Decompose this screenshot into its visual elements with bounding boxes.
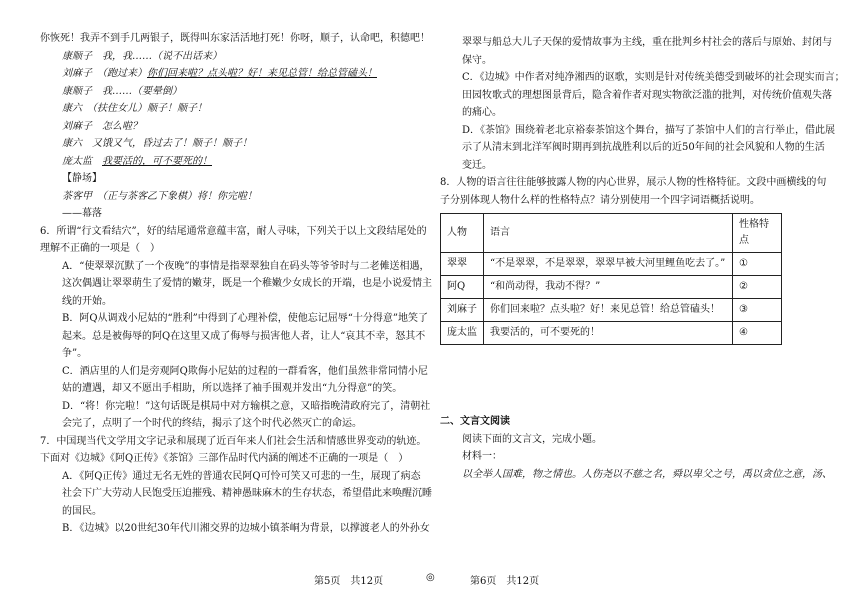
header-speech: 语言	[484, 214, 733, 253]
table-row	[441, 322, 782, 345]
option-d: 示了从清末到北洋军阀时期再到抗战胜利以后的近50年间的社会风貌和人物的生活	[462, 142, 825, 153]
cell-trait: ③	[733, 299, 782, 322]
text-line: 你恢死！我弄不到手几两银子，既得叫东家活活地打死！你呀，顺子，认命吧，积德吧！	[40, 33, 430, 44]
option-a: 社会下广大劳动人民饱受压迫摧残、精神愚昧麻木的生存状态，希望借此来唤醒沉睡	[62, 488, 432, 499]
option-a: A．“使翠翠沉默了一个夜晚”的事情是指翠翠独自在码头等爷爷时与二老傩送相遇，	[62, 260, 430, 272]
cell-trait: ②	[733, 276, 782, 299]
option-d: 会完了，点明了一个时代的终结，揭示了这个时代必然灭亡的命运。	[62, 418, 362, 429]
cell-speech: “和尚动得，我动不得？”	[484, 276, 733, 299]
underlined-speech: 我要活的，可不要死的！	[102, 155, 212, 167]
liu-line	[40, 65, 420, 83]
question-7-stem: 下面对《边城》《阿Q正传》《茶馆》三部作品时代内涵的阐述不正确的一项是（ ）	[40, 453, 409, 464]
cell-trait: ④	[733, 322, 782, 345]
option-d: 变迁。	[462, 159, 492, 171]
text-line: 康六 （扶住女儿）顺子！顺子！	[62, 103, 207, 114]
header-person: 人物	[441, 214, 484, 253]
question-7-stem: 7．中国现当代文学用文字记录和展现了近百年来人们社会生活和情感世界变动的轨迹。	[40, 435, 427, 447]
option-a: 这次偶遇让翠翠萌生了爱情的嫩芽，既是一个稚嫩少女成长的开端，也是小说爱情主	[62, 278, 432, 289]
option-c: 的痛心。	[462, 107, 502, 118]
option-b: 起来。总是被侮辱的阿Q在这里又成了侮辱与损害他人者，让人“哀其不幸，怒其不	[62, 330, 426, 342]
table-row	[441, 276, 782, 299]
question-8-stem: 8．人物的语言往往能够披露人物的内心世界，展示人物的性格特征。文段中画横线的句	[440, 177, 827, 188]
underlined-speech: 你们回来啦？点头啦？好！来见总管！给总管磕头！	[147, 68, 377, 79]
header-trait: 性格特点	[733, 214, 782, 253]
section-heading: 二、文言文阅读	[440, 416, 510, 427]
option-a: 的国民。	[62, 505, 102, 517]
option-c: 姑的遭遇，却又不愿出手相助，所以选择了袖手围观并发出“九分得意”的笑。	[62, 383, 403, 394]
option-c: C．酒店里的人们是旁观阿Q欺侮小尼姑的过程的一群看客，他们虽然非常同情小尼	[62, 365, 428, 377]
speaker-label: 庞太监	[62, 155, 102, 167]
text-line: 康顺子 我，我……（说不出话来）	[62, 50, 222, 62]
option-b-cont: 翠翠与船总大儿子天保的爱情故事为主线，重在批判乡村社会的落后与原始、封闭与	[462, 37, 832, 48]
option-c: 田园牧歌式的理想图景背后，隐含着作者对现实物欲泛滥的批判，对传统价值观失落	[462, 89, 832, 101]
center-mark: ◎	[426, 572, 435, 583]
pang-line	[40, 153, 420, 171]
option-a: A．《阿Q正传》通过无名无姓的普通农民阿Q可怜可笑又可悲的一生，展现了病态	[62, 470, 421, 482]
option-b: B．阿Q从调戏小尼姑的“胜利”中得到了心理补偿，使他忘记屈辱“十分得意”地笑了	[62, 313, 428, 324]
table-row	[441, 253, 782, 276]
cell-trait: ①	[733, 253, 782, 276]
table-header-row	[441, 214, 782, 253]
option-d: D．“将！你完啦！”这句话既是棋局中对方输棋之意，又暗指晚清政府完了，清朝社	[62, 400, 431, 412]
question-6-stem: 6．所谓“行文看结穴”，好的结尾通常意蕴丰富，耐人寻味，下列关于以上文段结尾处的	[40, 225, 427, 237]
classical-text-line: 以全举人国难，物之情也。人伤尧以不慈之名，舜以卑父之号，禹以贪位之意，汤、	[462, 468, 832, 480]
question-8-stem: 子分别体现人物什么样的性格特点？请分别使用一个四字词语概括说明。	[440, 194, 760, 206]
instruction: 阅读下面的文言文，完成小题。	[462, 433, 602, 445]
text-line: 康顺子 我……（要晕倒）	[62, 85, 182, 97]
text-line: 康六 又饿又气，昏过去了！顺子！顺子！	[62, 138, 252, 149]
question-6-stem: 理解不正确的一项是（ ）	[40, 243, 160, 254]
text-line: 【静场】	[62, 173, 102, 184]
character-table	[440, 213, 782, 345]
table-row	[441, 299, 782, 322]
text-line: 刘麻子 怎么啦？	[62, 120, 142, 132]
page-number-right: 第6页 共12页	[470, 576, 540, 587]
right-page	[440, 34, 845, 483]
text-line: 茶客甲 （正与茶客乙下象棋）将！你完啦！	[62, 190, 257, 202]
option-c: C．《边城》中作者对纯净湘西的讴歌，实则是针对传统美德受到破坏的社会现实而言；	[462, 72, 845, 83]
option-b: B．《边城》以20世纪30年代川湘交界的边城小镇茶峒为背景，以撑渡老人的外孙女	[62, 523, 430, 534]
cell-speech: 你们回来啦？点头啦？好！来见总管！给总管磕头！	[484, 299, 733, 322]
page-number-left: 第5页 共12页	[314, 576, 384, 587]
cell-person: 阿Q	[441, 276, 484, 299]
material-label: 材料一：	[462, 451, 502, 462]
option-b: 争”。	[62, 348, 88, 359]
text-line: ——幕落	[62, 208, 102, 219]
left-page	[40, 30, 432, 538]
cell-speech: 我要活的，可不要死的！	[484, 322, 733, 345]
option-a: 线的开始。	[62, 295, 112, 307]
option-d: D．《茶馆》围绕着老北京裕泰茶馆这个舞台，描写了茶馆中人们的言行举止，借此展	[462, 124, 836, 136]
cell-person: 刘麻子	[441, 299, 484, 322]
speaker-label: 刘麻子 （跑过来）	[62, 68, 147, 79]
cell-person: 翠翠	[441, 253, 484, 276]
cell-speech: “不是翠翠，不是翠翠，翠翠早被大河里鲤鱼吃去了。”	[484, 253, 733, 276]
cell-person: 庞太监	[441, 322, 484, 345]
option-b-cont: 保守。	[462, 54, 492, 66]
